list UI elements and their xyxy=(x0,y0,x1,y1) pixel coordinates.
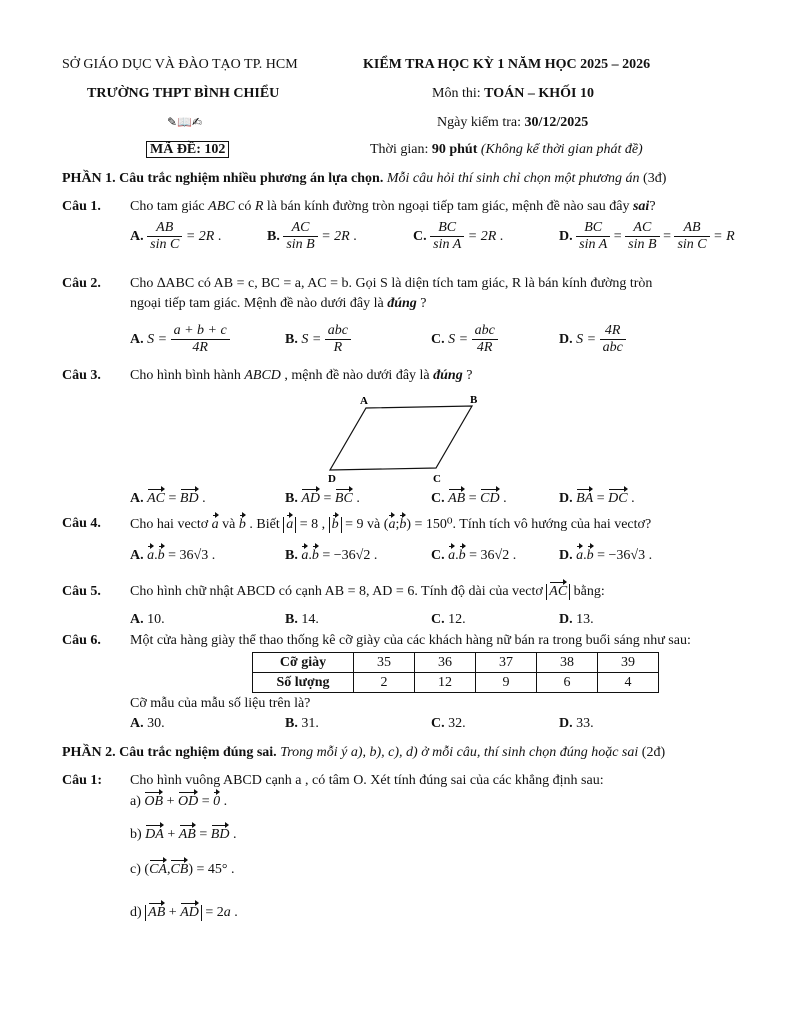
q4-option-b[interactable]: B. a.b = −36√2 . xyxy=(285,548,378,563)
table-row xyxy=(253,653,659,673)
statement-letter: d) xyxy=(130,905,142,920)
q5-option-b[interactable] xyxy=(285,612,319,628)
fraction: $\frac{4R}{\text{abc}}$ xyxy=(600,323,626,356)
exam-date: 30/12/2025 xyxy=(524,115,589,130)
q1-text-c: là bán kính đường tròn ngoại tiếp tam giác, mệnh đề nào sau đây xyxy=(263,199,633,214)
subject-label: Môn thi: xyxy=(432,86,485,101)
option-letter: D. xyxy=(559,228,573,244)
option-letter: C. xyxy=(413,228,427,244)
table-cell: 38 xyxy=(537,653,598,673)
q4-tail: . Tính tích vô hướng của hai vectơ? xyxy=(452,517,652,532)
q1-text-d: ? xyxy=(649,199,656,214)
option-letter: C. xyxy=(431,548,445,563)
q2-label: Câu 2. xyxy=(62,276,101,291)
option-letter: D. xyxy=(559,331,573,347)
q1-text-a: Cho tam giác xyxy=(130,199,209,214)
part1-instruction: Mỗi câu hỏi thí sinh chỉ chọn một phương án xyxy=(386,171,640,186)
fraction: $\frac{AC}{\text{sin B}}$ xyxy=(625,220,659,253)
option-value: 31. xyxy=(301,716,319,731)
table-cell: 12 xyxy=(415,673,476,693)
option-value: 12. xyxy=(448,612,466,627)
time-line xyxy=(370,142,643,158)
statement-letter: a) xyxy=(130,794,141,809)
time-note: (Không kể thời gian phát đề) xyxy=(480,142,643,157)
q3-emphasis: đúng xyxy=(433,368,463,383)
subject: TOÁN – KHỐI 10 xyxy=(484,86,594,101)
option-letter: D. xyxy=(559,612,573,627)
q2-text-a: ngoại tiếp tam giác. Mệnh đề nào dưới đây là xyxy=(130,296,388,311)
shoe-size-table xyxy=(252,652,659,693)
p2-q1-label: Câu 1: xyxy=(62,773,103,788)
option-value: 32. xyxy=(448,716,466,731)
q1-radius: R xyxy=(254,199,264,214)
option-letter: B. xyxy=(285,331,298,347)
statement-c[interactable]: c) (CA,CB) = 45° . xyxy=(130,862,235,877)
statement-d[interactable]: d) AB + AD = 2a . xyxy=(130,905,238,920)
fraction: $\frac{BC}{\text{sin A}}$ xyxy=(576,220,610,253)
part1-title: PHẦN 1. Câu trắc nghiệm nhiều phương án lựa chọn. xyxy=(62,171,384,186)
time-label: Thời gian: xyxy=(370,142,432,157)
date-line xyxy=(437,115,588,131)
fraction: $\frac{a + b + c}{4R}$ xyxy=(171,323,230,356)
q2-option-a[interactable]: A. S = $\frac{a + b + c}{4R}$ xyxy=(130,323,230,356)
q6-question: Cỡ mẫu của mẫu số liệu trên là? xyxy=(130,696,311,711)
option-letter: C. xyxy=(431,331,445,347)
fraction: $\frac{AB}{\text{sin C}}$ xyxy=(674,220,709,253)
date-label: Ngày kiểm tra: xyxy=(437,115,525,130)
q4-norm-a: = 8 , xyxy=(299,517,326,532)
option-value: 13. xyxy=(576,612,594,627)
q4-option-a[interactable]: A. a.b = 36√3 . xyxy=(130,548,216,563)
option-letter: B. xyxy=(267,228,280,244)
exam-code xyxy=(146,142,229,158)
table-row xyxy=(253,673,659,693)
q2-option-b[interactable]: B. S = $\frac{\text{abc}}{R}$ xyxy=(285,323,351,356)
fraction: $\frac{AC}{\text{sin B}}$ xyxy=(283,220,317,253)
fraction: $\frac{AB}{\text{sin C}}$ xyxy=(147,220,182,253)
table-cell: 9 xyxy=(476,673,537,693)
subject-line xyxy=(432,86,594,102)
table-header: Số lượng xyxy=(253,673,354,693)
q2-line2 xyxy=(130,296,427,312)
table-cell: 6 xyxy=(537,673,598,693)
q3-option-a[interactable]: A. AC = BD . xyxy=(130,491,206,506)
q1-text-b: có xyxy=(234,199,255,214)
q2-option-d[interactable]: D. S = $\frac{4R}{\text{abc}}$ xyxy=(559,323,626,356)
vertex-c: C xyxy=(433,473,441,485)
q1-triangle: ABC xyxy=(208,199,235,214)
school-name: TRƯỜNG THPT BÌNH CHIỂU xyxy=(87,86,280,101)
part2-title: PHẦN 2. Câu trắc nghiệm đúng sai. xyxy=(62,745,277,760)
option-letter: B. xyxy=(285,716,298,731)
part2-heading xyxy=(62,745,665,761)
q1-option-a[interactable]: A. $\frac{AB}{\text{sin C}}$ = 2R . xyxy=(130,220,222,253)
exam-code-box: MÃ ĐỀ: 102 xyxy=(146,141,229,158)
option-letter: A. xyxy=(130,228,144,244)
q1-emphasis: sai xyxy=(632,199,650,214)
vertex-a: A xyxy=(360,395,368,407)
statement-b[interactable]: b) DA + AB = BD . xyxy=(130,827,237,842)
part1-heading xyxy=(62,171,666,187)
table-cell: 37 xyxy=(476,653,537,673)
vertex-d: D xyxy=(328,473,336,485)
q3-option-d[interactable]: D. BA = DC . xyxy=(559,491,635,506)
table-cell: 39 xyxy=(598,653,659,673)
option-letter: A. xyxy=(130,612,144,627)
q5-text: Cho hình chữ nhật ABCD có cạnh AB = 8, AD = 6. Tính độ dài của vectơ AC bằng: xyxy=(130,584,605,599)
fraction: $\frac{\text{abc}}{4R}$ xyxy=(472,323,498,356)
q3-label: Câu 3. xyxy=(62,368,101,383)
q4-given: . Biết xyxy=(249,517,280,532)
q6-option-c[interactable] xyxy=(431,716,466,732)
option-value: 10. xyxy=(147,612,165,627)
option-letter: C. xyxy=(431,612,445,627)
q3-text-c: ? xyxy=(462,368,473,383)
parallelogram-shape xyxy=(330,406,472,470)
time-value: 90 phút xyxy=(431,142,478,157)
p2-q1-text: Cho hình vuông ABCD cạnh a , có tâm O. Xét tính đúng sai của các khẳng định sau: xyxy=(130,773,604,788)
q4-option-c[interactable]: C. a.b = 36√2 . xyxy=(431,548,517,563)
q4-option-d[interactable]: D. a.b = −36√3 . xyxy=(559,548,653,563)
q5-text-a: Cho hình chữ nhật ABCD có cạnh AB = 8, AD = 6. Tính độ dài của vectơ xyxy=(130,584,543,599)
exam-title: KIỂM TRA HỌC KỲ 1 NĂM HỌC 2025 – 2026 xyxy=(363,57,651,72)
option-letter: B. xyxy=(285,612,298,627)
option-letter: C. xyxy=(431,716,445,731)
q3-text-b: , mệnh đề nào dưới đây là xyxy=(280,368,434,383)
q3-text xyxy=(130,368,472,384)
q1-option-c[interactable]: C. $\frac{BC}{\text{sin A}}$ = 2R . xyxy=(413,220,504,253)
table-cell: 4 xyxy=(598,673,659,693)
table-cell: 2 xyxy=(354,673,415,693)
q4-va: và xyxy=(367,517,381,532)
q3-option-b[interactable]: B. AD = BC . xyxy=(285,491,360,506)
option-letter: B. xyxy=(285,491,298,506)
fraction: $\frac{\text{abc}}{R}$ xyxy=(325,323,351,356)
fraction: $\frac{BC}{\text{sin A}}$ xyxy=(430,220,464,253)
option-letter: D. xyxy=(559,548,573,563)
table-header: Cỡ giày xyxy=(253,653,354,673)
q6-text: Một cửa hàng giày thể thao thống kê cỡ giày của các khách hàng nữ bán ra trong buổi sáng như sau: xyxy=(130,633,691,648)
q6-label: Câu 6. xyxy=(62,633,101,648)
q6-option-d[interactable] xyxy=(559,716,594,732)
parallelogram-figure xyxy=(320,390,480,486)
q2-emphasis: đúng xyxy=(387,296,417,311)
q6-option-a[interactable] xyxy=(130,716,165,732)
vertex-b: B xyxy=(470,394,478,406)
q1-label: Câu 1. xyxy=(62,199,101,214)
q2-line1: Cho ∆ABC có AB = c, BC = a, AC = b. Gọi S là diện tích tam giác, R là bán kính đường tròn xyxy=(130,276,653,291)
q4-and: và xyxy=(222,517,236,532)
ornament-icon: ✎📖✍ xyxy=(167,115,203,129)
statement-letter: c) xyxy=(130,862,141,877)
option-letter: D. xyxy=(559,491,573,506)
q5-label: Câu 5. xyxy=(62,584,101,599)
q4-text-a: Cho hai vectơ xyxy=(130,517,209,532)
part1-points: (3đ) xyxy=(643,171,667,186)
q2-option-c[interactable]: C. S = $\frac{\text{abc}}{4R}$ xyxy=(431,323,498,356)
option-letter: D. xyxy=(559,716,573,731)
q4-label: Câu 4. xyxy=(62,516,101,531)
option-value: 14. xyxy=(301,612,319,627)
option-value: 33. xyxy=(576,716,594,731)
table-cell: 36 xyxy=(415,653,476,673)
option-letter: C. xyxy=(431,491,445,506)
part2-instruction: Trong mỗi ý a), b), c), d) ở mỗi câu, thí sinh chọn đúng hoặc sai xyxy=(280,745,639,760)
q6-option-b[interactable] xyxy=(285,716,319,732)
option-letter: A. xyxy=(130,331,144,347)
q5-tail: bằng: xyxy=(573,584,605,599)
q1-option-d[interactable]: D. $\frac{BC}{\text{sin A}}$ = $\frac{AC}{\text{sin B}}$ = $\frac{AB}{\text{sin C}}$ = R xyxy=(559,220,735,253)
part2-points: (2đ) xyxy=(641,745,666,760)
option-letter: B. xyxy=(285,548,298,563)
q2-text-b: ? xyxy=(416,296,427,311)
q5-option-c[interactable] xyxy=(431,612,466,628)
q1-text xyxy=(130,199,656,215)
option-letter: A. xyxy=(130,548,144,563)
statement-letter: b) xyxy=(130,827,142,842)
option-value: 30. xyxy=(147,716,165,731)
q1-option-b[interactable]: B. $\frac{AC}{\text{sin B}}$ = 2R . xyxy=(267,220,357,253)
department-name: SỞ GIÁO DỤC VÀ ĐÀO TẠO TP. HCM xyxy=(62,57,298,72)
q4-text: Cho hai vectơ a và b . Biết a = 8 , b = 9 và (a;b) = 150⁰. Tính tích vô hướng của hai vectơ? xyxy=(130,517,652,532)
q3-shape: ABCD xyxy=(244,368,281,383)
option-letter: A. xyxy=(130,491,144,506)
statement-a[interactable]: a) OB + OD = 0 . xyxy=(130,794,228,809)
q5-option-a[interactable] xyxy=(130,612,165,628)
q5-option-d[interactable] xyxy=(559,612,594,628)
q4-angle: = 150⁰ xyxy=(414,517,453,532)
q3-option-c[interactable]: C. AB = CD . xyxy=(431,491,507,506)
q3-text-a: Cho hình bình hành xyxy=(130,368,245,383)
q4-norm-b: = 9 xyxy=(345,517,364,532)
option-letter: A. xyxy=(130,716,144,731)
table-cell: 35 xyxy=(354,653,415,673)
